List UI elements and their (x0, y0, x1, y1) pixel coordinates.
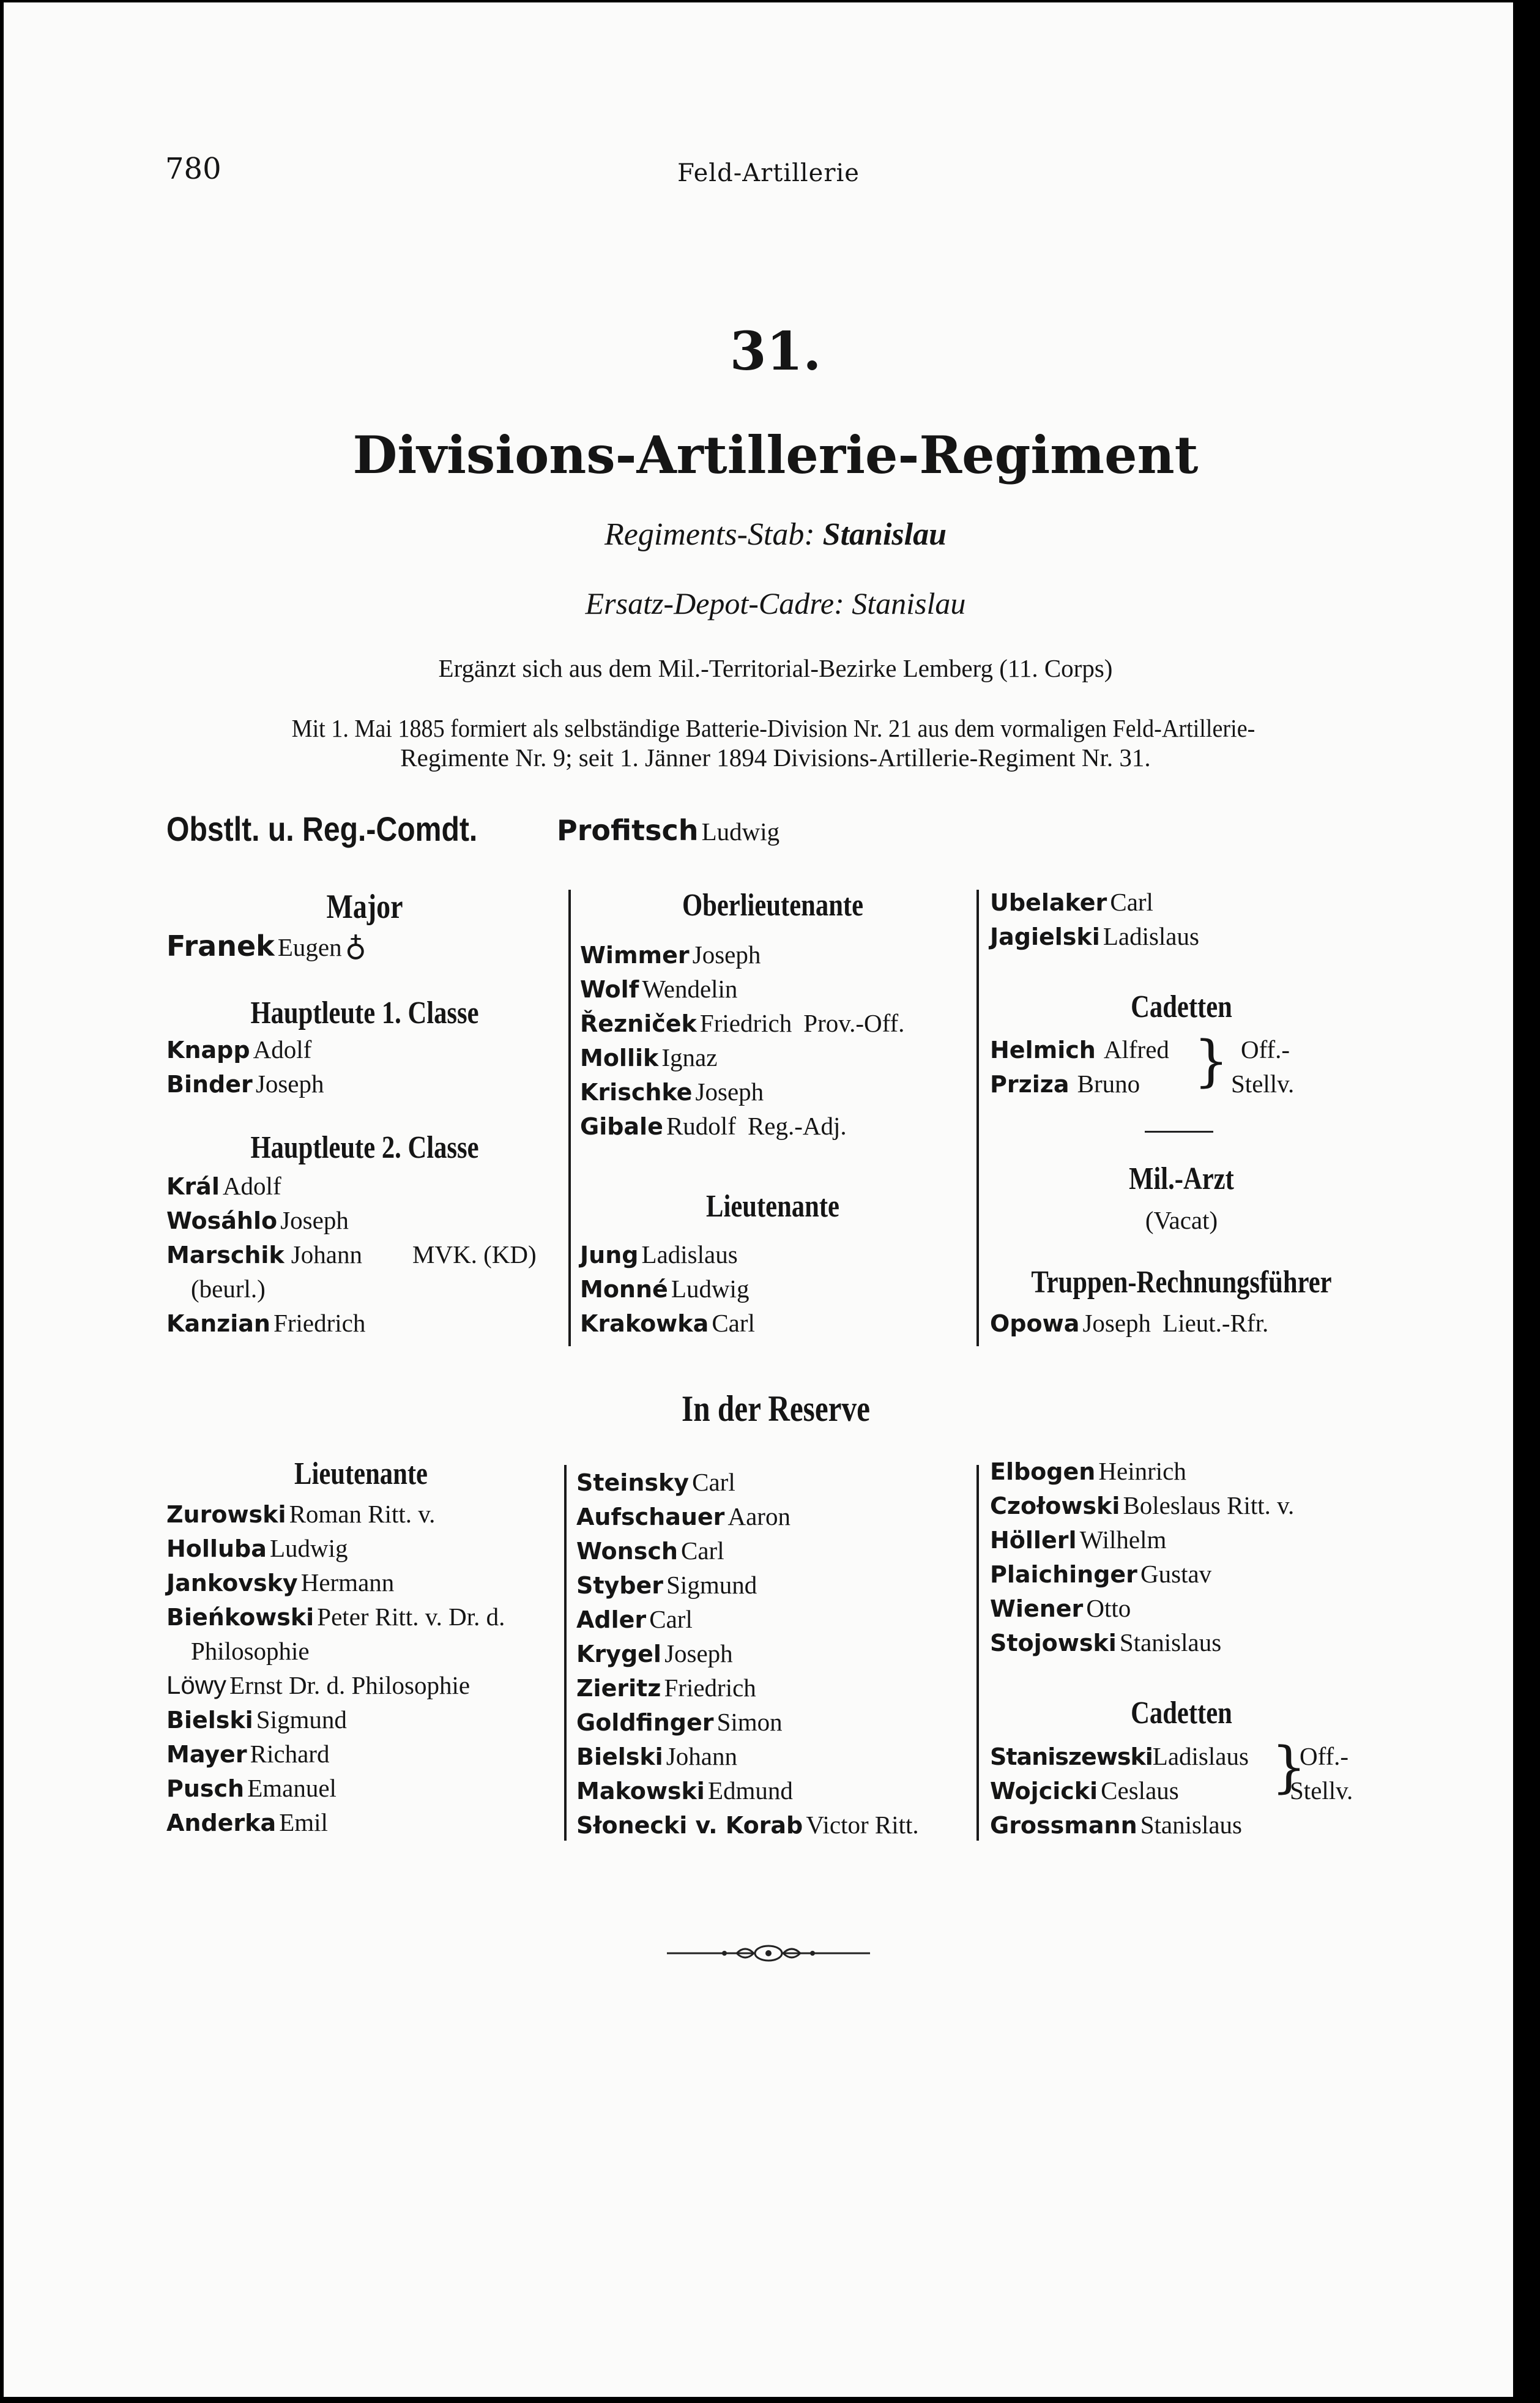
running-head: Feld-Artillerie (677, 159, 860, 187)
column-rule-active-2 (976, 890, 979, 1346)
surname: Bieńkowski (166, 1604, 314, 1631)
given-name: Friedrich (699, 1009, 792, 1037)
surname: Ubelaker (990, 889, 1107, 916)
given-name: Peter Ritt. v. Dr. d. (317, 1603, 505, 1631)
reserve-lieutenante-heading: Lieutenante (294, 1456, 428, 1491)
surname: Knapp (166, 1037, 250, 1064)
list-item (166, 1067, 324, 1106)
list-item (166, 1805, 328, 1845)
list-item (166, 1306, 365, 1346)
surname: Czołowski (990, 1492, 1120, 1519)
given-name: Ernst Dr. d. Philosophie (229, 1671, 471, 1699)
surname: Gibale (580, 1113, 663, 1140)
surname: Steinsky (576, 1469, 690, 1496)
commander-rank: Obstlt. u. Reg.-Comdt. (166, 810, 478, 848)
stellv-note-1: Off.- (1300, 1742, 1349, 1770)
given-name: Sigmund (666, 1571, 757, 1599)
surname: Zieritz (576, 1675, 661, 1702)
ergaenzt-line: Ergänzt sich aus dem Mil.-Territorial-Bezirke Lemberg (11. Corps) (438, 654, 1113, 682)
surname: Marschik (166, 1242, 285, 1269)
given-name: Hermann (300, 1568, 395, 1596)
surname: Wimmer (580, 942, 690, 969)
given-name: Ludwig (671, 1275, 750, 1303)
given-name: Carl (1110, 888, 1153, 916)
surname: Helmich (990, 1037, 1096, 1064)
commander-surname: Profitsch (557, 814, 699, 847)
list-item (990, 1067, 1140, 1106)
surname: Staniszewski (990, 1743, 1153, 1770)
surname: Holluba (166, 1535, 267, 1562)
surname: Höllerl (990, 1527, 1077, 1554)
given-name: Gustav (1140, 1560, 1212, 1588)
leave-note: (beurl.) (191, 1275, 266, 1303)
given-name: Johann (666, 1742, 737, 1770)
surname: Mayer (166, 1741, 247, 1768)
decoration-mark: ♁ (344, 929, 366, 963)
major-surname: Franek (166, 930, 275, 963)
given-name: Otto (1086, 1594, 1131, 1622)
brace-icon: } (1271, 1735, 1307, 1800)
page-number: 780 (165, 152, 221, 186)
given-name: Simon (716, 1708, 783, 1736)
depot-label: Ersatz-Depot-Cadre: (585, 586, 844, 620)
given-name: Adolf (253, 1035, 312, 1064)
given-name: Richard (250, 1740, 330, 1768)
rechnungsfuehrer-entry (990, 1306, 1268, 1346)
mil-arzt-value: (Vacat) (1145, 1206, 1218, 1234)
brace-icon: } (1194, 1029, 1229, 1093)
hauptleute-2-heading: Hauptleute 2. Classe (250, 1130, 479, 1165)
given-name: Joseph (1082, 1309, 1151, 1337)
decoration-note: MVK. (KD) (412, 1240, 537, 1269)
surname: Prziza (990, 1071, 1069, 1098)
surname: Wolf (580, 976, 639, 1003)
surname: Plaichinger (990, 1561, 1137, 1588)
surname: Zurowski (166, 1501, 286, 1528)
surname: Krakowka (580, 1310, 709, 1337)
rank-note: Reg.-Adj. (747, 1112, 847, 1140)
surname: Grossmann (990, 1812, 1137, 1839)
reserve-cadetten-heading: Cadetten (1131, 1696, 1232, 1731)
list-item (580, 1306, 755, 1346)
given-name: Ladislaus (641, 1240, 738, 1269)
surname: Král (166, 1173, 220, 1200)
given-name: Carl (681, 1537, 724, 1565)
surname: Goldfinger (576, 1709, 714, 1736)
regiment-number: 31. (729, 321, 822, 382)
given-name: Alfred (1103, 1035, 1169, 1064)
ersatz-depot (4, 586, 1513, 621)
surname: Bielski (166, 1707, 253, 1734)
given-name: Joseph (255, 1070, 324, 1098)
given-name: Emanuel (247, 1774, 337, 1802)
major-entry (166, 929, 366, 970)
given-name: Carl (712, 1309, 755, 1337)
mil-arzt-heading: Mil.-Arzt (1129, 1161, 1234, 1196)
given-name: Ladislaus (1103, 922, 1199, 950)
surname: Löwy (166, 1671, 227, 1699)
given-name: Ceslaus (1101, 1776, 1179, 1805)
given-name: Stanislaus (1119, 1628, 1222, 1656)
rechnungsfuehrer-heading: Truppen-Rechnungsführer (1031, 1265, 1332, 1300)
surname: Jankovsky (166, 1570, 298, 1596)
surname: Binder (166, 1071, 253, 1098)
given-name: Boleslaus Ritt. v. (1123, 1491, 1295, 1519)
surname: Wonsch (576, 1538, 678, 1565)
stellv-note-2: Stellv. (1231, 1070, 1295, 1098)
depot-place: Stanislau (852, 586, 966, 620)
given-name: Wendelin (642, 975, 738, 1003)
commander-given: Ludwig (701, 818, 780, 846)
reserve-heading: In der Reserve (682, 1388, 870, 1429)
lieutenante-heading: Lieutenante (706, 1189, 839, 1224)
surname: Aufschauer (576, 1503, 725, 1530)
surname: Krygel (576, 1641, 661, 1667)
surname: Elbogen (990, 1458, 1096, 1485)
given-name: Edmund (707, 1776, 793, 1805)
given-name: Carl (649, 1605, 693, 1633)
given-name: Rudolf (666, 1112, 736, 1140)
given-name: Adolf (222, 1172, 281, 1200)
surname: Wosáhlo (166, 1207, 278, 1234)
stab-label: Regiments-Stab: (604, 517, 815, 552)
regiments-stab (4, 516, 1513, 553)
surname: Monné (580, 1276, 668, 1303)
surname: Styber (576, 1572, 664, 1599)
cadetten-heading: Cadetten (1131, 989, 1232, 1024)
surname: Wojcicki (990, 1778, 1098, 1805)
given-name: Friedrich (664, 1674, 756, 1702)
history-line-2: Regimente Nr. 9; seit 1. Jänner 1894 Divisions-Artillerie-Regiment Nr. 31. (400, 743, 1151, 772)
surname: Stojowski (990, 1630, 1117, 1656)
stellv-note-1: Off.- (1241, 1035, 1290, 1064)
surname: Słonecki v. Korab (576, 1812, 803, 1839)
list-item (580, 1109, 847, 1149)
surname: Krischke (580, 1079, 693, 1106)
surname: Opowa (990, 1310, 1080, 1337)
surname: Wiener (990, 1595, 1084, 1622)
given-name: Ladislaus (1152, 1742, 1249, 1770)
surname: Adler (576, 1606, 647, 1633)
list-item-continuation: Philosophie (191, 1637, 310, 1665)
given-name: Bruno (1077, 1070, 1140, 1098)
surname: Anderka (166, 1809, 277, 1836)
history-line-1: Mit 1. Mai 1885 formiert als selbständige Batterie-Division Nr. 21 aus dem vormaligen Feld-Artillerie- (291, 714, 1255, 742)
given-name: Joseph (664, 1639, 733, 1667)
given-name: Johann (291, 1240, 362, 1269)
given-name: Friedrich (273, 1309, 366, 1337)
oberlieutenante-heading: Oberlieutenante (682, 888, 864, 923)
surname: Jung (580, 1242, 639, 1269)
major-given: Eugen (277, 933, 342, 961)
surname: Jagielski (990, 923, 1100, 950)
given-name: Joseph (692, 941, 761, 969)
surname: Makowski (576, 1778, 705, 1805)
section-divider (1145, 1131, 1213, 1133)
rank-note: Prov.-Off. (803, 1009, 905, 1037)
given-name: Stanislaus (1140, 1811, 1243, 1839)
tail-ornament-icon (664, 1941, 872, 1965)
given-name: Joseph (695, 1078, 764, 1106)
column-rule-reserve-1 (564, 1465, 567, 1841)
surname: Kanzian (166, 1310, 270, 1337)
column-rule-reserve-2 (976, 1465, 979, 1841)
commander-name (557, 814, 779, 847)
given-name: Victor Ritt. (806, 1811, 919, 1839)
given-name: Wilhelm (1079, 1526, 1167, 1554)
list-item (990, 1625, 1221, 1665)
given-name: Sigmund (256, 1705, 347, 1734)
book-page (4, 2, 1513, 2397)
given-name: Roman Ritt. v. (289, 1500, 436, 1528)
surname: Řezniček (580, 1010, 697, 1037)
hauptleute-1-heading: Hauptleute 1. Classe (250, 996, 479, 1030)
surname: Mollik (580, 1045, 659, 1071)
surname: Pusch (166, 1775, 245, 1802)
rank-note: Lieut.-Rfr. (1162, 1309, 1269, 1337)
stellv-note-2: Stellv. (1290, 1776, 1353, 1805)
given-name: Heinrich (1098, 1457, 1186, 1485)
given-name: Joseph (280, 1206, 349, 1234)
column-rule-active-1 (568, 890, 571, 1346)
given-name: Aaron (727, 1502, 790, 1530)
surname: Bielski (576, 1743, 663, 1770)
list-item (576, 1808, 919, 1847)
regiment-title: Divisions-Artillerie-Regiment (352, 425, 1199, 485)
major-heading: Major (326, 888, 403, 926)
given-name: Ignaz (661, 1043, 718, 1071)
given-name: Carl (692, 1468, 735, 1496)
list-item (990, 919, 1199, 959)
given-name: Ludwig (269, 1534, 348, 1562)
stab-place: Stanislau (822, 517, 947, 552)
given-name: Emil (279, 1808, 328, 1836)
list-item (990, 1808, 1242, 1847)
